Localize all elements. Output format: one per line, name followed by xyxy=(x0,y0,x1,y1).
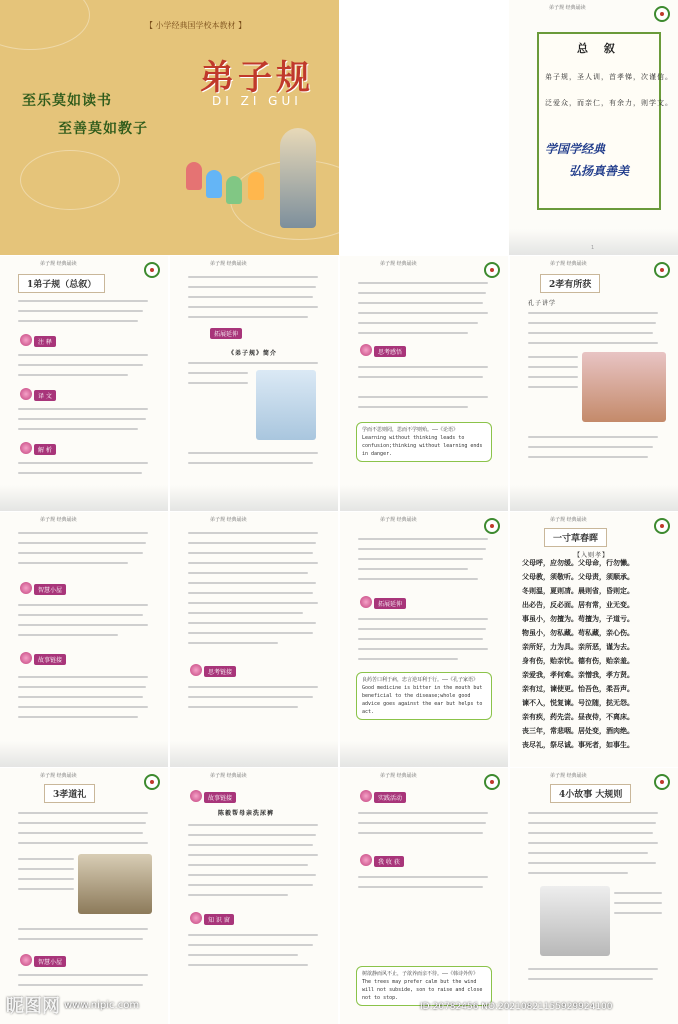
page-header: 弟子规 经典诵读 xyxy=(210,261,247,267)
page-header: 弟子规 经典诵读 xyxy=(380,517,417,523)
flower-icon xyxy=(360,790,372,802)
tag-practice: 实践活动 xyxy=(374,792,406,803)
tag-thinking: 思考链接 xyxy=(204,666,236,677)
page-number: 1 xyxy=(591,245,595,251)
cover-motto-1: 至乐莫如读书 xyxy=(22,93,112,109)
seal-icon xyxy=(654,6,670,22)
flower-icon xyxy=(190,664,202,676)
page-header: 弟子规 经典诵读 xyxy=(550,261,587,267)
page-header: 弟子规 经典诵读 xyxy=(549,5,586,11)
flower-icon xyxy=(360,596,372,608)
lesson-page-8 xyxy=(510,512,678,767)
page-header: 弟子规 经典诵读 xyxy=(210,517,247,523)
flower-icon xyxy=(190,790,202,802)
child-illustration xyxy=(186,162,202,190)
tag-extension: 拓展延伸 xyxy=(374,598,406,609)
confucius-illustration xyxy=(280,128,316,228)
lesson-page-1 xyxy=(0,256,168,511)
verse-line: 冬则温，夏则凊。晨则省，昏则定。 xyxy=(522,586,634,595)
page-header: 弟子规 经典诵读 xyxy=(380,261,417,267)
quote-english: Good medicine is bitter in the mouth but beneficial to the disease;whole good advice goes against the ear but helps to act. xyxy=(362,685,483,715)
child-illustration xyxy=(206,170,222,198)
section-subtitle: 【入则孝】 xyxy=(574,552,610,559)
quote-text: 树欲静而风不止，子欲养而亲不待。——《韩诗外传》 xyxy=(362,971,479,977)
quote-text: 学而不思则罔，思而不学则殆。——《论语》 xyxy=(362,427,459,433)
flower-icon xyxy=(20,652,32,664)
flower-icon xyxy=(20,334,32,346)
tag-harvest: 我 收 获 xyxy=(374,856,404,867)
lesson-page-7 xyxy=(340,512,508,767)
verse-line: 亲所好，力为具。亲所恶，谨为去。 xyxy=(522,642,634,651)
verse-list xyxy=(522,556,634,752)
lesson-page-9 xyxy=(0,768,168,1024)
cover-subtitle: 【 小学经典国学校本教材 】 xyxy=(145,21,247,30)
verse-line: 出必告，反必面。居有常，业无变。 xyxy=(522,600,634,609)
quote-box xyxy=(356,422,492,462)
cover-page xyxy=(0,0,339,255)
flower-icon xyxy=(20,582,32,594)
tag-wisdom: 智慧小屋 xyxy=(34,956,66,967)
ink-painting-illustration xyxy=(78,854,152,914)
lesson-title: 一寸草春晖 xyxy=(544,528,607,547)
contents-verse-2: 泛爱众，而亲仁，有余力，则学文。 xyxy=(545,99,673,107)
seal-icon xyxy=(484,774,500,790)
cover-pinyin: DI ZI GUI xyxy=(212,94,302,108)
contents-frame xyxy=(537,32,661,210)
cloud-decoration xyxy=(0,0,90,50)
verse-line: 谏不入，悦复谏。号泣随，挞无怨。 xyxy=(522,698,634,707)
contents-page xyxy=(509,0,678,255)
tag-reflection: 思考感悟 xyxy=(374,346,406,357)
lesson-title: 2孝有所获 xyxy=(540,274,600,293)
verse-line: 父母呼，应勿缓。父母命，行勿懒。 xyxy=(522,558,634,567)
mountain-decoration xyxy=(509,229,678,255)
lesson-page-5 xyxy=(0,512,168,767)
quote-text: 良药苦口利于病，忠言逆耳利于行。——《孔子家语》 xyxy=(362,677,479,683)
page-header: 弟子规 经典诵读 xyxy=(380,773,417,779)
verse-line: 事虽小，勿擅为。苟擅为，子道亏。 xyxy=(522,614,634,623)
verse-line: 丧尽礼，祭尽诚。事死者，如事生。 xyxy=(522,740,634,749)
cover-motto-2: 至善莫如教子 xyxy=(58,121,148,137)
watermark-site: www.nipic.com xyxy=(64,1000,140,1011)
section-subtitle: 《弟子规》简介 xyxy=(228,350,278,357)
seal-icon xyxy=(484,518,500,534)
child-illustration xyxy=(226,176,242,204)
seal-icon xyxy=(654,774,670,790)
lesson-page-2 xyxy=(170,256,338,511)
verse-line: 亲有疾，药先尝。昼夜侍，不离床。 xyxy=(522,712,634,721)
lesson-page-4 xyxy=(510,256,678,511)
page-header: 弟子规 经典诵读 xyxy=(210,773,247,779)
tag-knowledge: 知 识 窗 xyxy=(204,914,234,925)
flower-icon xyxy=(360,854,372,866)
seal-icon xyxy=(144,774,160,790)
watermark-id: ID:20782456 NO:20210821155929924100 xyxy=(420,1002,613,1012)
flower-icon xyxy=(190,912,202,924)
child-illustration xyxy=(248,172,264,200)
calligraphy-2: 弘扬真善美 xyxy=(569,164,630,178)
lesson-title: 1弟子规（总叙） xyxy=(18,274,105,293)
flower-icon xyxy=(20,442,32,454)
lesson-page-3 xyxy=(340,256,508,511)
seal-icon xyxy=(484,262,500,278)
verse-line: 亲爱我，孝何难。亲憎我，孝方贤。 xyxy=(522,670,634,679)
watermark-logo: 昵图网 xyxy=(6,996,60,1017)
section-subtitle: 孔子讲学 xyxy=(528,300,557,307)
contents-verse-1: 弟子规，圣人训，首孝悌，次谨信。 xyxy=(545,73,673,81)
story-title: 陈毅帮母亲洗尿裤 xyxy=(218,810,275,817)
lesson-page-10 xyxy=(170,768,338,1024)
page-header: 弟子规 经典诵读 xyxy=(550,517,587,523)
flower-icon xyxy=(360,344,372,356)
lesson-page-11 xyxy=(340,768,508,1024)
verse-line: 身有伤，贻亲忧。德有伤，贻亲羞。 xyxy=(522,656,634,665)
flower-icon xyxy=(20,388,32,400)
tag-wisdom: 智慧小屋 xyxy=(34,584,66,595)
quote-box xyxy=(356,672,492,720)
tag-extension: 拓展延伸 xyxy=(210,328,242,339)
page-header: 弟子规 经典诵读 xyxy=(40,773,77,779)
cover-title: 弟子规 xyxy=(200,58,314,98)
seal-icon xyxy=(654,262,670,278)
seal-icon xyxy=(144,262,160,278)
tag-notes: 注 释 xyxy=(34,336,56,347)
contents-title: 总 叙 xyxy=(577,42,621,55)
lesson-title: 4小故事 大规则 xyxy=(550,784,631,803)
quote-english: Learning without thinking leads to confusion;thinking without learning ends in danger. xyxy=(362,435,483,457)
calligraphy-1: 学国学经典 xyxy=(545,142,606,156)
tag-story: 故事链接 xyxy=(34,654,66,665)
page-header: 弟子规 经典诵读 xyxy=(40,517,77,523)
lesson-page-12 xyxy=(510,768,678,1024)
cloud-decoration xyxy=(20,150,120,210)
page-header: 弟子规 经典诵读 xyxy=(550,773,587,779)
confucius-lecture-illustration xyxy=(582,352,666,422)
tag-story: 故事链接 xyxy=(204,792,236,803)
verse-line: 丧三年，常悲咽。居处变，酒肉绝。 xyxy=(522,726,634,735)
page-header: 弟子规 经典诵读 xyxy=(40,261,77,267)
flower-icon xyxy=(20,954,32,966)
tag-translation: 译 文 xyxy=(34,390,56,401)
verse-line: 父母教，须敬听。父母责，须顺承。 xyxy=(522,572,634,581)
children-illustration xyxy=(256,370,316,440)
verse-line: 亲有过，谏使更。怡吾色，柔吾声。 xyxy=(522,684,634,693)
ancient-scholars-illustration xyxy=(540,886,610,956)
tag-analysis: 解 析 xyxy=(34,444,56,455)
quote-box xyxy=(356,966,492,1006)
quote-english: The trees may prefer calm but the wind will not subside, son to raise and close not to stop. xyxy=(362,979,483,1001)
verse-line: 物虽小，勿私藏。苟私藏，亲心伤。 xyxy=(522,628,634,637)
seal-icon xyxy=(654,518,670,534)
lesson-page-6 xyxy=(170,512,338,767)
lesson-title: 3孝道礼 xyxy=(44,784,95,803)
